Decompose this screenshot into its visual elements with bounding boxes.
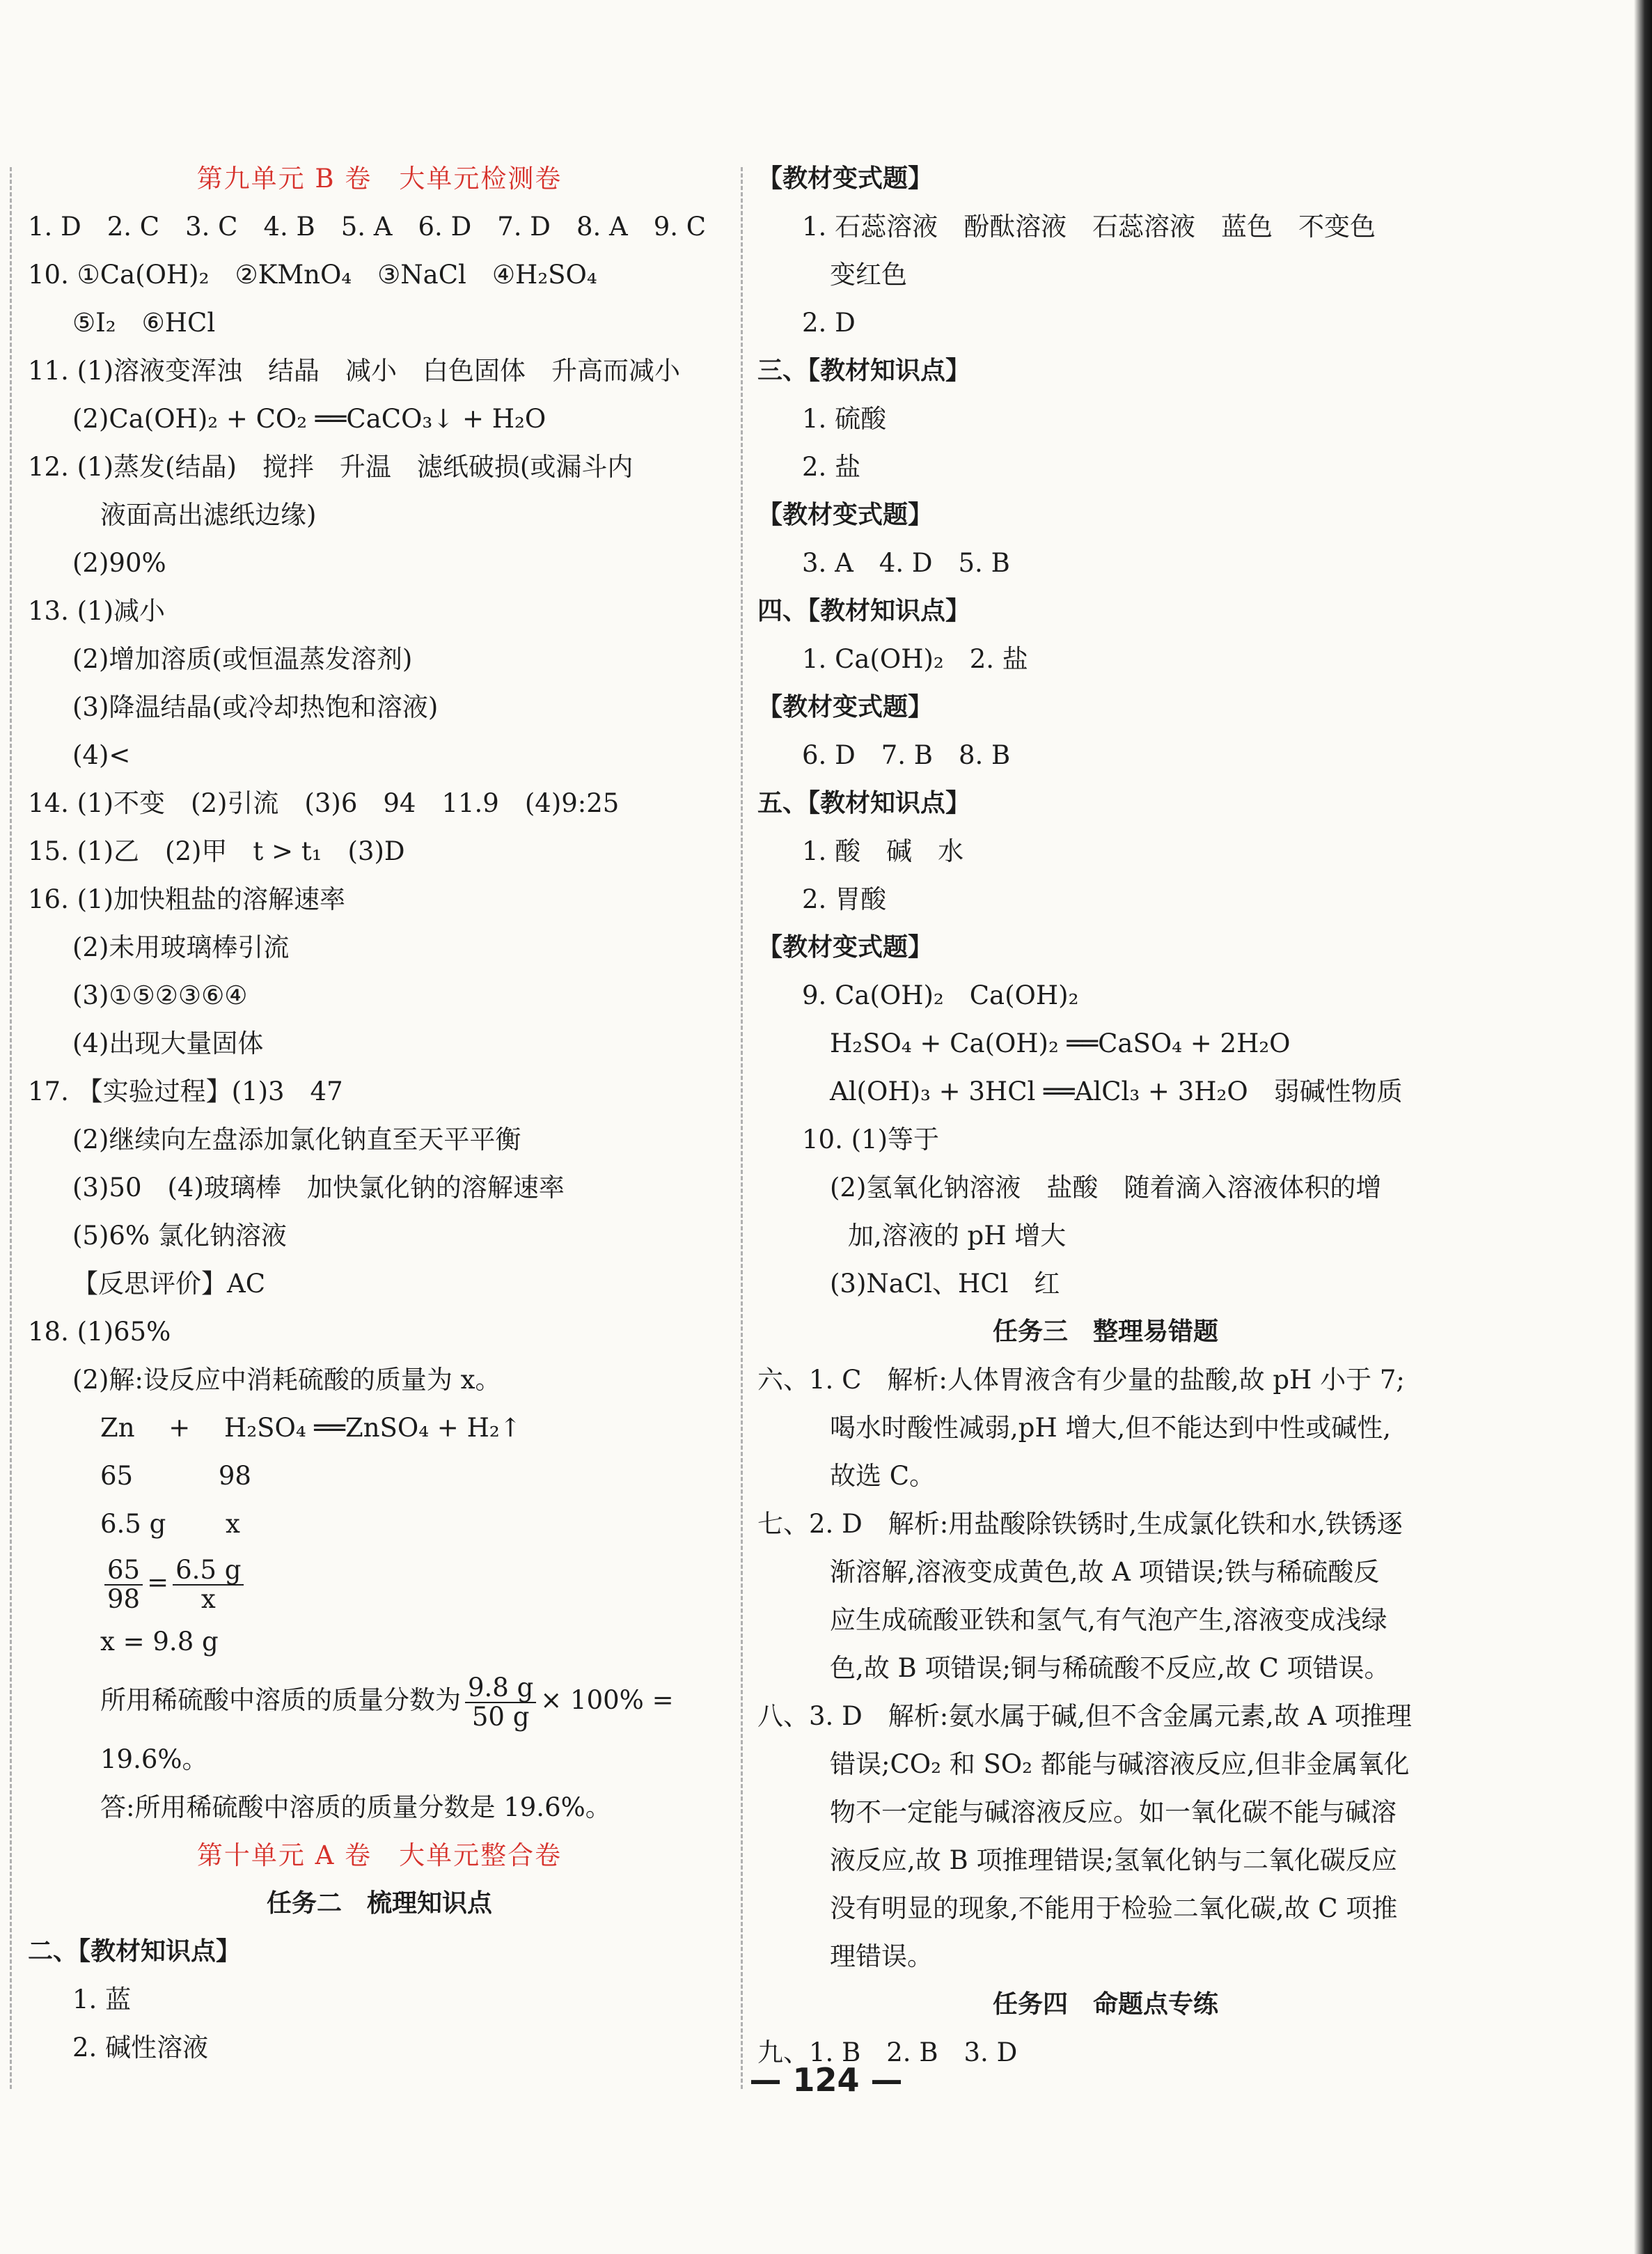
subsection-heading: 二、【教材知识点】 bbox=[28, 1937, 242, 1966]
explanation-line: 七、2. D 解析:用盐酸除铁锈时,生成氯化铁和水,铁锈逐 bbox=[757, 1509, 1403, 1539]
right-column bbox=[757, 155, 1454, 2076]
answer-line: 1. 硫酸 bbox=[802, 404, 887, 434]
answer-line: 17. 【实验过程】(1)3 47 bbox=[28, 1077, 343, 1106]
answer-line: (5)6% 氯化钠溶液 bbox=[72, 1221, 287, 1251]
answer-line: 9. Ca(OH)₂ Ca(OH)₂ bbox=[802, 980, 1079, 1010]
answer-line: (3)①⑤②③⑥④ bbox=[72, 980, 248, 1010]
answer-line: 2. 碱性溶液 bbox=[72, 2033, 209, 2063]
answer-line: 2. D bbox=[802, 308, 856, 338]
answer-line: 1. D 2. C 3. C 4. B 5. A 6. D 7. D 8. A 9. C bbox=[28, 212, 707, 242]
subsection-heading: 四、【教材知识点】 bbox=[757, 597, 971, 625]
explanation-line: 物不一定能与碱溶液反应。如一氧化碳不能与碱溶 bbox=[830, 1797, 1397, 1827]
answer-line: 答:所用稀硫酸中溶质的质量分数是 19.6%。 bbox=[100, 1792, 611, 1822]
subsection-heading: 【教材变式题】 bbox=[757, 501, 934, 529]
task-title: 任务二 梳理知识点 bbox=[266, 1889, 492, 1918]
scan-edge-shadow bbox=[1634, 0, 1652, 2254]
answer-line: (2)90% bbox=[72, 548, 166, 578]
section-title-unit10a: 第十单元 A 卷 大单元整合卷 bbox=[196, 1840, 563, 1870]
explanation-line: 应生成硫酸亚铁和氢气,有气泡产生,溶液变成浅绿 bbox=[830, 1605, 1387, 1635]
answer-line: 液面高出滤纸边缘) bbox=[100, 500, 317, 530]
proportion-line: $\frac{65}{98}$ = $\frac{6.5 g}{x}$ bbox=[28, 1548, 731, 1618]
answer-line: (4)出现大量固体 bbox=[72, 1028, 264, 1058]
explanation-line: 没有明显的现象,不能用于检验二氧化碳,故 C 项推 bbox=[830, 1893, 1398, 1923]
answer-line: 1. 酸 碱 水 bbox=[802, 836, 964, 866]
answer-line: 19.6%。 bbox=[100, 1744, 208, 1774]
answer-line: (3)50 (4)玻璃棒 加快氯化钠的溶解速率 bbox=[72, 1173, 565, 1203]
answer-line: 10. ①Ca(OH)₂ ②KMnO₄ ③NaCl ④H₂SO₄ bbox=[28, 260, 597, 290]
answer-line: 6. D 7. B 8. B bbox=[802, 740, 1011, 770]
explanation-line: 色,故 B 项错误;铜与稀硫酸不反应,故 C 项错误。 bbox=[830, 1653, 1390, 1683]
answer-line: 加,溶液的 pH 增大 bbox=[848, 1221, 1067, 1251]
subsection-heading: 三、【教材知识点】 bbox=[757, 357, 971, 385]
equation-line: Al(OH)₃ + 3HCl ══AlCl₃ + 3H₂O 弱碱性物质 bbox=[830, 1077, 1403, 1106]
answer-line: 1. 蓝 bbox=[72, 1985, 132, 2014]
fraction: $\frac{6.5 g}{x}$ bbox=[173, 1556, 244, 1613]
equation-line: x = 9.8 g bbox=[100, 1627, 219, 1657]
answer-line: (2)未用玻璃棒引流 bbox=[72, 932, 290, 962]
answer-line: 1. 石蕊溶液 酚酞溶液 石蕊溶液 蓝色 不变色 bbox=[802, 212, 1376, 242]
equation-line: H₂SO₄ + Ca(OH)₂ ══CaSO₄ + 2H₂O bbox=[830, 1028, 1291, 1058]
answer-line: 变红色 bbox=[830, 260, 907, 290]
answer-line: 九、1. B 2. B 3. D bbox=[757, 2037, 1018, 2067]
answer-line: ⑤I₂ ⑥HCl bbox=[72, 308, 216, 338]
answer-line: 12. (1)蒸发(结晶) 搅拌 升温 滤纸破损(或漏斗内 bbox=[28, 452, 634, 482]
equation-line: Zn + H₂SO₄ ══ZnSO₄ + H₂↑ bbox=[100, 1413, 521, 1443]
answer-line: 2. 胃酸 bbox=[802, 884, 887, 914]
answer-line: (2)解:设反应中消耗硫酸的质量为 x。 bbox=[72, 1365, 501, 1395]
answer-line: 【反思评价】AC bbox=[72, 1269, 266, 1299]
subsection-heading: 【教材变式题】 bbox=[757, 164, 934, 193]
column-divider bbox=[741, 167, 743, 2089]
equation-line: 65 98 bbox=[100, 1461, 251, 1491]
equation-line: 6.5 g x bbox=[100, 1509, 240, 1539]
answer-line: 16. (1)加快粗盐的溶解速率 bbox=[28, 884, 346, 914]
answer-line: 3. A 4. D 5. B bbox=[802, 548, 1010, 578]
answer-line: (2)继续向左盘添加氯化钠直至天平平衡 bbox=[72, 1125, 521, 1155]
answer-line: (3)降温结晶(或冷却热饱和溶液) bbox=[72, 692, 439, 722]
answer-line: (2)氢氧化钠溶液 盐酸 随着滴入溶液体积的增 bbox=[830, 1173, 1382, 1203]
fraction: $\frac{65}{98}$ bbox=[104, 1556, 143, 1613]
subsection-heading: 五、【教材知识点】 bbox=[757, 789, 971, 817]
explanation-line: 八、3. D 解析:氨水属于碱,但不含金属元素,故 A 项推理 bbox=[757, 1701, 1412, 1731]
explanation-line: 液反应,故 B 项推理错误;氢氧化钠与二氧化碳反应 bbox=[830, 1845, 1397, 1875]
task-title: 任务三 整理易错题 bbox=[992, 1317, 1218, 1346]
explanation-line: 喝水时酸性减弱,pH 增大,但不能达到中性或碱性, bbox=[830, 1413, 1391, 1443]
section-title-unit9b: 第九单元 B 卷 大单元检测卷 bbox=[196, 164, 563, 194]
explanation-line: 六、1. C 解析:人体胃液含有少量的盐酸,故 pH 小于 7; bbox=[757, 1365, 1405, 1395]
left-column bbox=[28, 155, 731, 2072]
subsection-heading: 【教材变式题】 bbox=[757, 693, 934, 721]
answer-line: 18. (1)65% bbox=[28, 1317, 171, 1347]
answer-line: 13. (1)减小 bbox=[28, 596, 166, 626]
answer-line: (2)增加溶质(或恒温蒸发溶剂) bbox=[72, 644, 413, 674]
answer-line: (4)< bbox=[72, 740, 131, 770]
explanation-line: 错误;CO₂ 和 SO₂ 都能与碱溶液反应,但非金属氧化 bbox=[830, 1749, 1410, 1779]
answer-line: 15. (1)乙 (2)甲 t > t₁ (3)D bbox=[28, 836, 405, 866]
explanation-line: 理错误。 bbox=[830, 1941, 933, 1971]
left-margin-divider bbox=[10, 167, 12, 2089]
mass-fraction-line: 所用稀硫酸中溶质的质量分数为 $\frac{9.8 g}{50 g}$ × 100% = bbox=[100, 1672, 674, 1732]
explanation-line: 渐溶解,溶液变成黄色,故 A 项错误;铁与稀硫酸反 bbox=[830, 1557, 1380, 1587]
explanation-line: 故选 C。 bbox=[830, 1461, 936, 1491]
answer-line: (2)Ca(OH)₂ + CO₂ ══CaCO₃↓ + H₂O bbox=[72, 404, 546, 434]
page-number: — 124 — bbox=[749, 2061, 903, 2099]
answer-line: 10. (1)等于 bbox=[802, 1125, 940, 1155]
answer-line: 14. (1)不变 (2)引流 (3)6 94 11.9 (4)9:25 bbox=[28, 788, 620, 818]
task-title: 任务四 命题点专练 bbox=[992, 1990, 1218, 2019]
fraction: $\frac{9.8 g}{50 g}$ bbox=[465, 1674, 536, 1731]
subsection-heading: 【教材变式题】 bbox=[757, 933, 934, 962]
answer-line: 11. (1)溶液变浑浊 结晶 减小 白色固体 升高而减小 bbox=[28, 356, 681, 386]
answer-line: 2. 盐 bbox=[802, 452, 861, 482]
answer-line: (3)NaCl、HCl 红 bbox=[830, 1269, 1060, 1299]
answer-line: 1. Ca(OH)₂ 2. 盐 bbox=[802, 644, 1028, 674]
